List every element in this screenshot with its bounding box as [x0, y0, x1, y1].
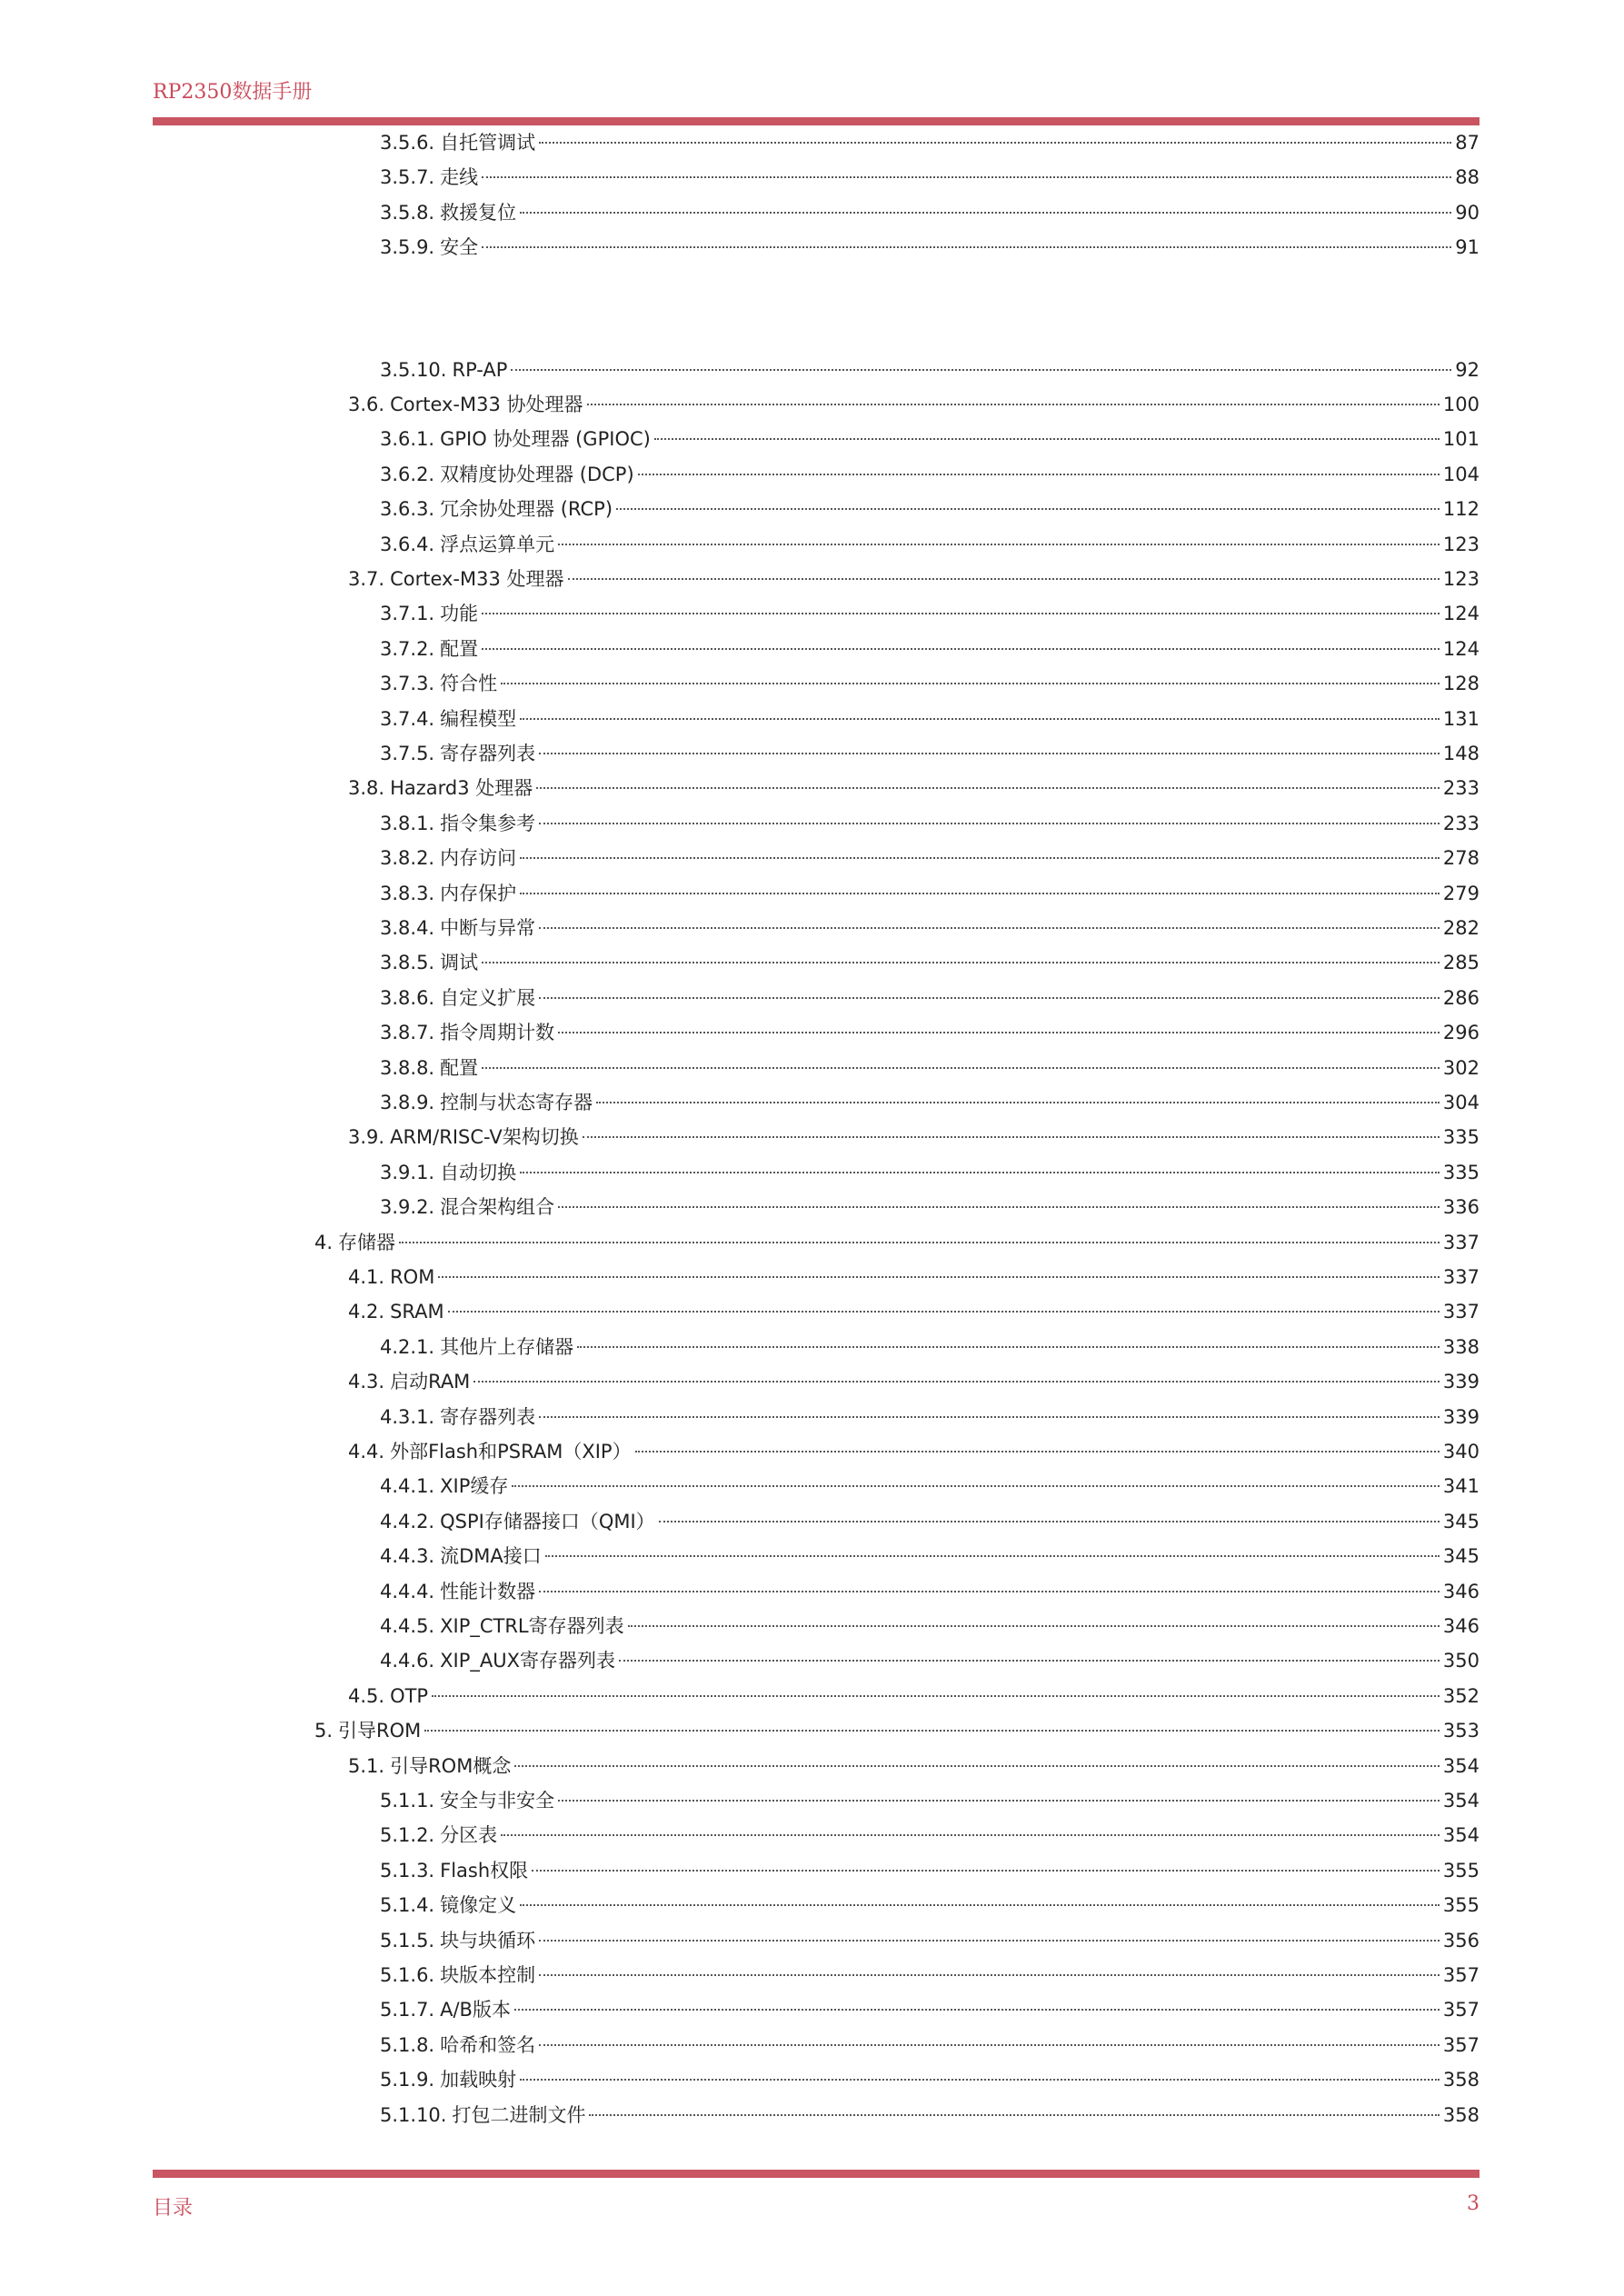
- toc-entry[interactable]: [348, 774, 1480, 803]
- toc-entry-title: 性能计数器: [440, 1581, 536, 1602]
- toc-entry-title: 启动RAM: [390, 1371, 471, 1393]
- toc-entry-title: RP-AP: [452, 359, 508, 381]
- toc-entry-number: 5.1.6.: [380, 1964, 435, 1986]
- toc-entry[interactable]: [380, 2101, 1480, 2130]
- toc-entry-number: 3.6.2.: [380, 464, 435, 485]
- toc-entry[interactable]: [380, 1612, 1480, 1641]
- toc-entry[interactable]: [380, 1786, 1480, 1815]
- toc-entry[interactable]: [380, 1856, 1480, 1885]
- toc-entry[interactable]: [314, 1716, 1480, 1745]
- toc-entry-page: 233: [1442, 813, 1480, 834]
- toc-entry-title: 引导ROM概念: [390, 1755, 512, 1777]
- toc-leader-dots: [432, 1695, 1440, 1697]
- toc-entry-number: 5.1.10.: [380, 2104, 447, 2126]
- toc-entry-page: 128: [1442, 673, 1480, 694]
- toc-leader-dots: [638, 474, 1440, 475]
- toc-leader-dots: [482, 176, 1451, 178]
- toc-entry-title: 安全与非安全: [440, 1790, 555, 1812]
- toc-entry-title: XIP缓存: [440, 1475, 509, 1497]
- toc-leader-dots: [520, 1172, 1440, 1173]
- toc-leader-dots: [482, 246, 1451, 248]
- toc-entry-title: 走线: [440, 166, 479, 188]
- toc-leader-dots: [539, 1591, 1440, 1592]
- toc-leader-dots: [539, 2044, 1440, 2046]
- toc-entry-page: 355: [1442, 1894, 1480, 1916]
- toc-leader-dots: [654, 438, 1440, 440]
- toc-leader-dots: [520, 718, 1440, 720]
- toc-entry-number: 4.4.3.: [380, 1545, 435, 1567]
- toc-entry-page: 101: [1442, 428, 1480, 450]
- toc-leader-dots: [482, 613, 1440, 614]
- toc-entry[interactable]: [348, 1682, 1480, 1711]
- toc-entry-page: 352: [1442, 1685, 1480, 1707]
- toc-entry-title: 打包二进制文件: [452, 2104, 586, 2126]
- toc-leader-dots: [482, 648, 1440, 650]
- toc-leader-dots: [589, 2114, 1439, 2116]
- toc-entry[interactable]: [380, 2031, 1480, 2060]
- toc-entry-number: 5.1.8.: [380, 2034, 435, 2056]
- toc-entry-number: 4.4.6.: [380, 1650, 435, 1672]
- toc-entry-number: 5.1.: [348, 1755, 385, 1777]
- toc-entry-number: 5.1.2.: [380, 1824, 435, 1846]
- toc-entry-number: 3.7.: [348, 568, 385, 590]
- toc-entry-page: 296: [1442, 1022, 1480, 1043]
- toc-entry-number: 4.5.: [348, 1685, 385, 1707]
- toc-entry-title: GPIO 协处理器 (GPIOC): [440, 428, 651, 450]
- toc-leader-dots: [568, 578, 1440, 580]
- toc-entry-title: SRAM: [390, 1301, 444, 1323]
- toc-entry-page: 100: [1442, 394, 1480, 415]
- toc-leader-dots: [539, 997, 1440, 999]
- toc-entry-number: 3.8.2.: [380, 847, 435, 869]
- toc-entry-number: 5.1.9.: [380, 2069, 435, 2091]
- toc-entry[interactable]: [380, 983, 1480, 1013]
- toc-entry[interactable]: [380, 1472, 1480, 1501]
- toc-entry-number: 3.6.3.: [380, 498, 435, 520]
- toc-entry-number: 4.3.1.: [380, 1406, 435, 1428]
- toc-entry-title: 外部Flash和PSRAM（XIP）: [390, 1441, 632, 1462]
- toc-leader-dots: [577, 1346, 1440, 1348]
- toc-leader-dots: [616, 508, 1440, 510]
- header-rule: [153, 117, 1480, 125]
- toc-entry-page: 112: [1442, 498, 1480, 520]
- toc-leader-dots: [539, 927, 1440, 929]
- toc-entry-title: 功能: [440, 603, 479, 624]
- toc-leader-dots: [558, 1206, 1440, 1208]
- toc-entry-page: 282: [1442, 917, 1480, 939]
- toc-entry-number: 4.3.: [348, 1371, 385, 1393]
- toc-leader-dots: [539, 142, 1451, 144]
- toc-entry-page: 338: [1442, 1336, 1480, 1358]
- toc-entry[interactable]: [380, 1333, 1480, 1362]
- toc-entry[interactable]: [380, 634, 1480, 664]
- toc-entry-page: 337: [1442, 1266, 1480, 1288]
- toc-entry-page: 285: [1442, 952, 1480, 973]
- toc-entry-title: OTP: [390, 1685, 429, 1707]
- toc-entry[interactable]: [380, 1193, 1480, 1222]
- toc-entry[interactable]: [380, 913, 1480, 943]
- toc-entry[interactable]: [380, 1088, 1480, 1117]
- toc-entry-title: 哈希和签名: [440, 2034, 536, 2056]
- toc-entry[interactable]: [380, 948, 1480, 977]
- toc-entry[interactable]: [380, 1018, 1480, 1047]
- toc-entry-title: QSPI存储器接口（QMI）: [440, 1511, 655, 1532]
- toc-entry-title: 寄存器列表: [440, 743, 536, 764]
- toc-entry[interactable]: [380, 739, 1480, 768]
- toc-entry[interactable]: [380, 1577, 1480, 1606]
- toc-entry[interactable]: [380, 1507, 1480, 1536]
- toc-entry-title: XIP_AUX寄存器列表: [440, 1650, 615, 1672]
- toc-leader-dots: [514, 2009, 1440, 2011]
- toc-entry-number: 3.7.2.: [380, 638, 435, 660]
- toc-entry-number: 3.8.7.: [380, 1022, 435, 1043]
- toc-entry-title: Flash权限: [440, 1860, 529, 1882]
- toc-leader-dots: [545, 1555, 1440, 1557]
- toc-entry-number: 4.4.2.: [380, 1511, 435, 1532]
- toc-entry-page: 302: [1442, 1057, 1480, 1079]
- toc-entry-title: 块版本控制: [440, 1964, 536, 1986]
- toc-leader-dots: [520, 857, 1440, 859]
- toc-entry-number: 3.7.1.: [380, 603, 435, 624]
- toc-entry-title: 寄存器列表: [440, 1406, 536, 1428]
- toc-leader-dots: [438, 1276, 1440, 1278]
- toc-entry-title: Hazard3 处理器: [390, 777, 533, 799]
- toc-entry[interactable]: [380, 1961, 1480, 1990]
- toc-entry-page: 335: [1442, 1126, 1480, 1148]
- toc-entry[interactable]: [380, 599, 1480, 628]
- toc-entry-number: 4.: [314, 1232, 334, 1253]
- toc-entry-title: 救援复位: [440, 202, 517, 224]
- toc-entry-title: 内存保护: [440, 883, 517, 904]
- toc-entry-page: 354: [1442, 1790, 1480, 1812]
- toc-entry[interactable]: [380, 1542, 1480, 1571]
- toc-entry[interactable]: [380, 669, 1480, 698]
- toc-leader-dots: [539, 1416, 1440, 1418]
- toc-leader-dots: [520, 893, 1440, 894]
- toc-entry-number: 3.6.4.: [380, 534, 435, 555]
- toc-entry-page: 279: [1442, 883, 1480, 904]
- toc-entry-page: 336: [1442, 1196, 1480, 1218]
- toc-entry-number: 3.8.9.: [380, 1092, 435, 1113]
- toc-entry-number: 3.7.5.: [380, 743, 435, 764]
- page-number: 3: [1467, 2192, 1480, 2215]
- toc-leader-dots: [520, 212, 1451, 214]
- toc-entry-title: Cortex-M33 协处理器: [390, 394, 583, 415]
- toc-leader-dots: [424, 1730, 1440, 1732]
- toc-entry-page: 335: [1442, 1162, 1480, 1183]
- toc-entry-number: 4.1.: [348, 1266, 385, 1288]
- toc-entry-title: 加载映射: [440, 2069, 517, 2091]
- toc-entry-title: 控制与状态寄存器: [440, 1092, 593, 1113]
- toc-entry[interactable]: [314, 1228, 1480, 1257]
- toc-entry-page: 131: [1442, 708, 1480, 730]
- toc-entry-title: 符合性: [440, 673, 498, 694]
- toc-entry-title: Cortex-M33 处理器: [390, 568, 564, 590]
- toc-leader-dots: [583, 1136, 1440, 1138]
- toc-entry-title: 其他片上存储器: [440, 1336, 574, 1358]
- toc-leader-dots: [558, 1800, 1440, 1802]
- toc-entry-page: 354: [1442, 1755, 1480, 1777]
- toc-leader-dots: [482, 962, 1440, 963]
- toc-entry[interactable]: [348, 1123, 1480, 1152]
- toc-entry-number: 3.9.1.: [380, 1162, 435, 1183]
- toc-entry-number: 4.4.: [348, 1441, 385, 1462]
- toc-entry-title: 配置: [440, 1057, 479, 1079]
- toc-leader-dots: [473, 1381, 1440, 1383]
- toc-entry-page: 339: [1442, 1406, 1480, 1428]
- toc-entry-number: 5.1.4.: [380, 1894, 435, 1916]
- toc-entry-number: 5.1.1.: [380, 1790, 435, 1812]
- toc-entry-page: 355: [1442, 1860, 1480, 1882]
- toc-leader-dots: [558, 544, 1440, 545]
- toc-leader-dots: [511, 369, 1451, 371]
- toc-entry[interactable]: [348, 1437, 1480, 1466]
- toc-entry[interactable]: [380, 163, 1480, 192]
- toc-leader-dots: [539, 1940, 1440, 1942]
- toc-entry-title: 自托管调试: [440, 132, 536, 154]
- toc-entry-title: 安全: [440, 236, 479, 258]
- toc-entry[interactable]: [348, 1297, 1480, 1326]
- toc-entry-title: 自定义扩展: [440, 987, 536, 1009]
- toc-entry[interactable]: [380, 233, 1480, 262]
- toc-entry[interactable]: [380, 2065, 1480, 2094]
- toc-entry-page: 350: [1442, 1650, 1480, 1672]
- toc-entry-title: A/B版本: [440, 1999, 511, 2021]
- toc-entry-number: 3.8.1.: [380, 813, 435, 834]
- toc-leader-dots: [501, 1834, 1440, 1836]
- toc-entry-number: 3.7.3.: [380, 673, 435, 694]
- toc-entry-page: 340: [1442, 1441, 1480, 1462]
- toc-entry-number: 4.2.1.: [380, 1336, 435, 1358]
- toc-entry-title: 编程模型: [440, 708, 517, 730]
- toc-entry[interactable]: [380, 1158, 1480, 1187]
- document-title: RP2350数据手册: [153, 81, 313, 104]
- toc-leader-dots: [448, 1311, 1440, 1313]
- toc-entry[interactable]: [380, 1995, 1480, 2024]
- toc-entry[interactable]: [380, 1891, 1480, 1920]
- toc-entry-page: 341: [1442, 1475, 1480, 1497]
- toc-leader-dots: [539, 1974, 1440, 1976]
- toc-entry-page: 357: [1442, 1964, 1480, 1986]
- toc-entry-page: 123: [1442, 568, 1480, 590]
- toc-entry-number: 5.1.3.: [380, 1860, 435, 1882]
- toc-entry-page: 87: [1455, 132, 1480, 154]
- toc-entry-page: 353: [1442, 1720, 1480, 1742]
- toc-entry-number: 5.1.5.: [380, 1930, 435, 1952]
- toc-entry-page: 358: [1442, 2104, 1480, 2126]
- toc-entry-title: 存储器: [338, 1232, 396, 1253]
- toc-entry-title: 中断与异常: [440, 917, 536, 939]
- toc-entry[interactable]: [380, 198, 1480, 227]
- toc-leader-dots: [514, 1765, 1440, 1767]
- footer-section-label: 目录: [153, 2197, 194, 2220]
- toc-entry-title: 指令周期计数: [440, 1022, 555, 1043]
- toc-entry-number: 3.5.7.: [380, 166, 435, 188]
- toc-entry[interactable]: [380, 1926, 1480, 1955]
- toc-leader-dots: [399, 1242, 1440, 1243]
- toc-leader-dots: [558, 1032, 1440, 1033]
- toc-entry[interactable]: [348, 390, 1480, 419]
- toc-entry-number: 3.9.2.: [380, 1196, 435, 1218]
- toc-entry-page: 346: [1442, 1615, 1480, 1637]
- toc-leader-dots: [539, 753, 1440, 754]
- toc-entry[interactable]: [380, 355, 1480, 384]
- toc-leader-dots: [512, 1485, 1440, 1487]
- toc-entry-number: 3.5.8.: [380, 202, 435, 224]
- toc-entry-page: 124: [1442, 638, 1480, 660]
- toc-entry-page: 286: [1442, 987, 1480, 1009]
- toc-entry-title: 调试: [440, 952, 479, 973]
- toc-entry-page: 339: [1442, 1371, 1480, 1393]
- toc-leader-dots: [520, 2079, 1440, 2081]
- toc-entry-title: 内存访问: [440, 847, 517, 869]
- toc-leader-dots: [539, 823, 1440, 824]
- footer-rule: [153, 2170, 1480, 2178]
- toc-entry-number: 5.1.7.: [380, 1999, 435, 2021]
- toc-leader-dots: [587, 404, 1440, 405]
- toc-entry-number: 4.2.: [348, 1301, 385, 1323]
- toc-entry-page: 354: [1442, 1824, 1480, 1846]
- toc-entry-page: 337: [1442, 1232, 1480, 1253]
- toc-entry-page: 92: [1455, 359, 1480, 381]
- toc-leader-dots: [536, 787, 1440, 789]
- toc-entry[interactable]: [380, 460, 1480, 489]
- toc-entry-title: XIP_CTRL寄存器列表: [440, 1615, 624, 1637]
- toc-leader-dots: [659, 1521, 1440, 1522]
- toc-leader-dots: [532, 1870, 1440, 1872]
- toc-entry[interactable]: [380, 1821, 1480, 1850]
- toc-entry-title: 镜像定义: [440, 1894, 517, 1916]
- toc-leader-dots: [501, 683, 1440, 684]
- toc-entry-number: 5.: [314, 1720, 334, 1742]
- toc-entry[interactable]: [348, 1263, 1480, 1292]
- toc-entry-page: 91: [1455, 236, 1480, 258]
- toc-entry[interactable]: [380, 844, 1480, 873]
- toc-entry[interactable]: [380, 1403, 1480, 1432]
- toc-leader-dots: [482, 1067, 1440, 1069]
- toc-entry-page: 233: [1442, 777, 1480, 799]
- toc-entry-number: 3.5.9.: [380, 236, 435, 258]
- toc-entry[interactable]: [380, 128, 1480, 157]
- toc-entry-title: 双精度协处理器 (DCP): [440, 464, 634, 485]
- toc-entry-page: 345: [1442, 1545, 1480, 1567]
- toc-entry-number: 3.7.4.: [380, 708, 435, 730]
- toc-entry-page: 337: [1442, 1301, 1480, 1323]
- toc-entry-number: 3.8.4.: [380, 917, 435, 939]
- toc-leader-dots: [596, 1102, 1440, 1103]
- toc-entry[interactable]: [380, 809, 1480, 838]
- toc-leader-dots: [619, 1660, 1440, 1662]
- toc-entry-number: 3.9.: [348, 1126, 385, 1148]
- toc-entry[interactable]: [348, 1367, 1480, 1396]
- toc-entry[interactable]: [380, 879, 1480, 908]
- toc-entry-page: 345: [1442, 1511, 1480, 1532]
- toc-entry-title: 指令集参考: [440, 813, 536, 834]
- toc-entry[interactable]: [380, 494, 1480, 524]
- toc-entry-page: 304: [1442, 1092, 1480, 1113]
- toc-entry-page: 357: [1442, 1999, 1480, 2021]
- toc-leader-dots: [520, 1904, 1440, 1906]
- toc-entry[interactable]: [380, 1053, 1480, 1083]
- toc-entry-title: 引导ROM: [338, 1720, 422, 1742]
- toc-entry[interactable]: [380, 1646, 1480, 1675]
- toc-entry-number: 3.8.8.: [380, 1057, 435, 1079]
- toc-entry-page: 358: [1442, 2069, 1480, 2091]
- toc-entry[interactable]: [348, 564, 1480, 594]
- toc-entry-page: 346: [1442, 1581, 1480, 1602]
- toc-entry-number: 4.4.1.: [380, 1475, 435, 1497]
- toc-entry-page: 356: [1442, 1930, 1480, 1952]
- toc-leader-dots: [628, 1625, 1440, 1627]
- toc-entry-title: 冗余协处理器 (RCP): [440, 498, 613, 520]
- toc-entry-number: 3.6.: [348, 394, 385, 415]
- toc-entry-number: 3.5.10.: [380, 359, 447, 381]
- toc-entry-title: 浮点运算单元: [440, 534, 555, 555]
- toc-entry-title: 混合架构组合: [440, 1196, 555, 1218]
- toc-entry[interactable]: [380, 530, 1480, 559]
- toc-entry-title: 自动切换: [440, 1162, 517, 1183]
- toc-entry-number: 3.8.3.: [380, 883, 435, 904]
- toc-entry[interactable]: [380, 704, 1480, 734]
- toc-entry-page: 123: [1442, 534, 1480, 555]
- toc-entry-number: 4.4.4.: [380, 1581, 435, 1602]
- toc-entry-page: 124: [1442, 603, 1480, 624]
- toc-entry-page: 88: [1455, 166, 1480, 188]
- toc-entry-page: 278: [1442, 847, 1480, 869]
- toc-entry-number: 3.8.6.: [380, 987, 435, 1009]
- toc-entry-page: 104: [1442, 464, 1480, 485]
- toc-entry-number: 3.8.5.: [380, 952, 435, 973]
- toc-entry-page: 357: [1442, 2034, 1480, 2056]
- toc-entry-title: ROM: [390, 1266, 435, 1288]
- toc-entry-title: 配置: [440, 638, 479, 660]
- toc-entry-number: 3.5.6.: [380, 132, 435, 154]
- toc-entry-title: 分区表: [440, 1824, 498, 1846]
- toc-leader-dots: [635, 1451, 1440, 1452]
- toc-entry-page: 90: [1455, 202, 1480, 224]
- toc-entry-title: 流DMA接口: [440, 1545, 542, 1567]
- toc-entry[interactable]: [348, 1752, 1480, 1781]
- toc-entry-title: ARM/RISC-V架构切换: [390, 1126, 579, 1148]
- toc-entry-page: 148: [1442, 743, 1480, 764]
- toc-entry-number: 3.6.1.: [380, 428, 435, 450]
- toc-entry[interactable]: [380, 424, 1480, 454]
- toc-entry-number: 4.4.5.: [380, 1615, 435, 1637]
- toc-entry-number: 3.8.: [348, 777, 385, 799]
- toc-entry-title: 块与块循环: [440, 1930, 536, 1952]
